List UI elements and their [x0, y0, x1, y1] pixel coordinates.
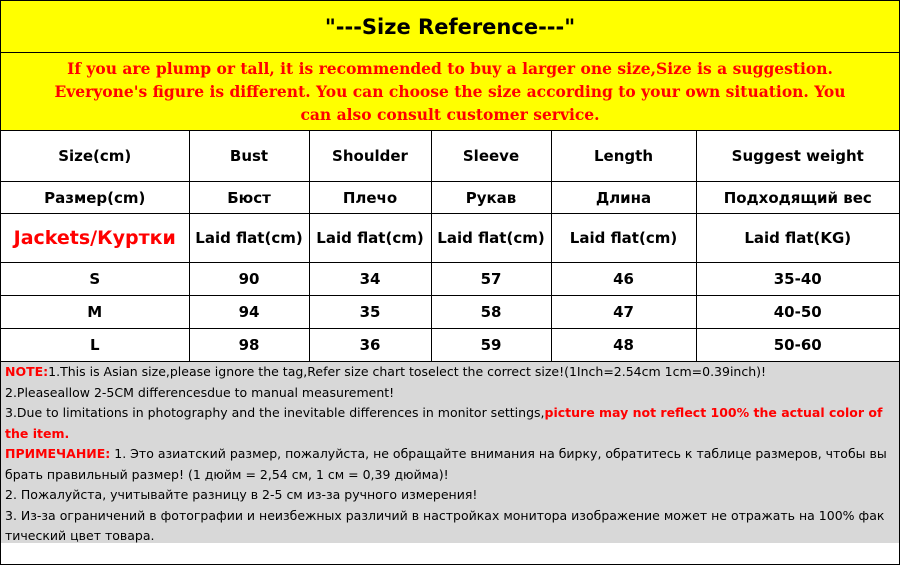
- shoulder-cell: 34: [309, 263, 431, 296]
- table-row: [1, 329, 899, 362]
- unit-cell: Laid flat(cm): [551, 214, 696, 263]
- note-text: 3.Due to limitations in photography and the inevitable differences in monitor settings,: [5, 405, 545, 420]
- note-item-ru: 2. Пожалуйста, учитывайте разницу в 2-5 см из-за ручного измерения!: [5, 487, 478, 502]
- bust-cell: 90: [189, 263, 309, 296]
- page-title: "---Size Reference---": [1, 1, 899, 53]
- note-item: 2.Pleaseallow 2-5CM differencesdue to manual measurement!: [5, 384, 395, 400]
- note-text: 1.This is Asian size,please ignore the tag,Refer size chart toselect the correct size!(1Inch=2.54cm 1cm=0.39inch)!: [48, 364, 767, 379]
- length-cell: 48: [551, 329, 696, 362]
- notes-section: [1, 362, 899, 543]
- weight-cell: 40-50: [696, 296, 899, 329]
- shoulder-cell: 36: [309, 329, 431, 362]
- table-header-row: [1, 131, 899, 182]
- header-cell: Size(cm): [1, 131, 189, 182]
- category-label: Jackets/Куртки: [1, 214, 189, 263]
- header-cell-ru: Рукав: [431, 182, 551, 214]
- size-warning-banner: [1, 53, 899, 131]
- shoulder-cell: 35: [309, 296, 431, 329]
- table-row: [1, 263, 899, 296]
- header-cell: Suggest weight: [696, 131, 899, 182]
- bust-cell: 94: [189, 296, 309, 329]
- warning-line: can also consult customer service.: [300, 105, 600, 124]
- note-label-ru: ПРИМЕЧАНИЕ:: [5, 446, 111, 461]
- unit-cell: Laid flat(cm): [189, 214, 309, 263]
- size-cell: S: [1, 263, 189, 296]
- note-text-ru: 1. Это азиатский размер, пожалуйста, не обращайте внимания на бирку, обратитесь к таблице размеров, чтобы вы брать правильный размер! (1 дюйм = 2,54 см, 1 см = 0,39 дюйма)!: [5, 446, 887, 482]
- unit-cell: Laid flat(cm): [431, 214, 551, 263]
- weight-cell: 50-60: [696, 329, 899, 362]
- header-cell-ru: Подходящий вес: [696, 182, 899, 214]
- sleeve-cell: 57: [431, 263, 551, 296]
- sleeve-cell: 59: [431, 329, 551, 362]
- weight-cell: 35-40: [696, 263, 899, 296]
- size-cell: L: [1, 329, 189, 362]
- header-cell: Bust: [189, 131, 309, 182]
- note-item-ru: 3. Из-за ограничений в фотографии и неизбежных различий в настройках монитора изображение может не отражать на 100% фак тический цвет товара.: [5, 507, 885, 543]
- note-label: NOTE:: [5, 364, 49, 379]
- note-item-ru: [5, 444, 895, 485]
- header-cell-ru: Размер(cm): [1, 182, 189, 214]
- header-cell: Shoulder: [309, 131, 431, 182]
- table-unit-row: [1, 214, 899, 263]
- table-row: [1, 296, 899, 329]
- warning-line: Everyone's figure is different. You can choose the size according to your own situation. You: [54, 82, 846, 101]
- note-item: [5, 403, 895, 444]
- header-cell: Sleeve: [431, 131, 551, 182]
- warning-line: If you are plump or tall, it is recommended to buy a larger one size,Size is a suggestion.: [67, 59, 833, 78]
- table-header-row-russian: [1, 182, 899, 214]
- unit-cell: Laid flat(cm): [309, 214, 431, 263]
- sleeve-cell: 58: [431, 296, 551, 329]
- note-item: [5, 362, 895, 383]
- bust-cell: 98: [189, 329, 309, 362]
- note-color-warning: picture may not reflect 100% the actual color of the item.: [5, 405, 883, 441]
- header-cell-ru: Длина: [551, 182, 696, 214]
- length-cell: 47: [551, 296, 696, 329]
- header-cell-ru: Бюст: [189, 182, 309, 214]
- header-cell: Length: [551, 131, 696, 182]
- unit-cell: Laid flat(KG): [696, 214, 899, 263]
- header-cell-ru: Плечо: [309, 182, 431, 214]
- size-cell: M: [1, 296, 189, 329]
- size-table: [1, 131, 899, 362]
- length-cell: 46: [551, 263, 696, 296]
